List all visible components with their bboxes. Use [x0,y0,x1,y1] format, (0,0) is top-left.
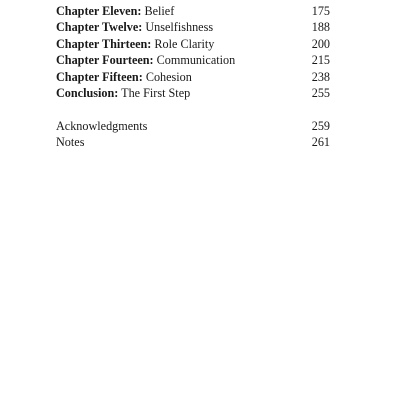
toc-entry-chapter-eleven[interactable] [56,3,332,19]
page-number: 215 [311,53,330,68]
section-spacer [56,101,332,117]
chapter-prefix: Conclusion: [56,85,119,100]
toc-entry-chapter-twelve[interactable] [56,19,332,35]
page-number: 255 [311,85,330,100]
back-matter-title: Acknowledgments [56,118,148,133]
chapter-prefix: Chapter Fifteen: [56,69,143,84]
page-number: 200 [311,36,330,51]
chapter-prefix: Chapter Eleven: [56,4,142,18]
chapter-prefix: Chapter Thirteen: [56,36,152,51]
chapter-prefix: Chapter Fourteen: [56,53,154,68]
page-number: 238 [311,69,330,84]
chapter-prefix: Chapter Twelve: [56,20,143,35]
page-number: 259 [311,118,330,133]
toc-entry-conclusion[interactable] [56,85,332,101]
page-number: 188 [311,20,330,35]
toc-entry-acknowledgments[interactable] [56,118,332,134]
page-number: 175 [311,4,330,18]
chapter-title: Unselfishness [145,20,214,35]
toc-entry-chapter-fourteen[interactable] [56,52,332,68]
chapter-title: Role Clarity [154,36,215,51]
table-of-contents [56,3,332,151]
chapter-title: Cohesion [145,69,192,84]
back-matter-title: Notes [56,135,85,150]
chapter-title: Communication [156,53,236,68]
chapter-title: Belief [144,4,175,18]
page-number: 261 [311,135,330,150]
toc-entry-chapter-fifteen[interactable] [56,69,332,85]
chapter-title: The First Step [121,85,191,100]
toc-entry-chapter-thirteen[interactable] [56,36,332,52]
toc-entry-notes[interactable] [56,134,332,150]
